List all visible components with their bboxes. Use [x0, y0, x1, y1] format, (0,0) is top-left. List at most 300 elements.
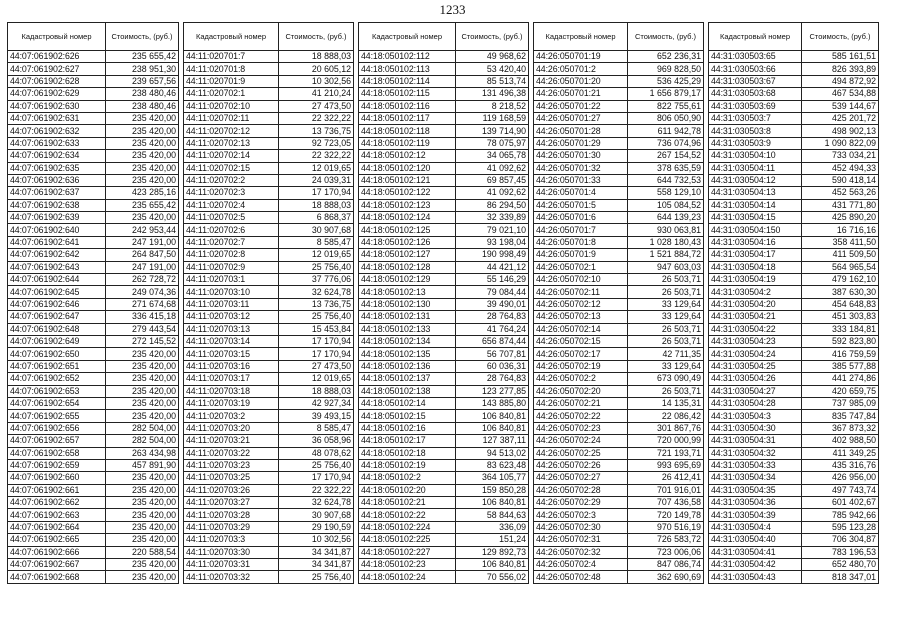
cadastral-number-cell: 44:18:050102:130 — [359, 298, 456, 310]
table-row — [184, 410, 354, 422]
cost-cell: 701 916,01 — [628, 484, 704, 496]
cost-cell: 28 764,83 — [456, 373, 529, 385]
cadastral-number-cell: 44:26:050701:2 — [534, 63, 628, 75]
cost-cell: 441 274,86 — [802, 373, 879, 385]
cadastral-number-cell: 44:31:030504:27 — [709, 385, 802, 397]
table-row — [709, 137, 879, 149]
table-row — [359, 360, 529, 372]
cadastral-number-cell: 44:18:050102:121 — [359, 174, 456, 186]
cadastral-number-cell: 44:26:050702:15 — [534, 335, 628, 347]
cost-cell: 378 635,59 — [628, 162, 704, 174]
cadastral-number-cell: 44:18:050102:21 — [359, 497, 456, 509]
table-row — [359, 75, 529, 87]
cost-cell: 12 019,65 — [279, 249, 354, 261]
cadastral-number-cell: 44:31:030504:3 — [709, 410, 802, 422]
cadastral-number-cell: 44:31:030504:36 — [709, 497, 802, 509]
cost-cell: 24 039,31 — [279, 174, 354, 186]
cadastral-number-cell: 44:18:050102:13 — [359, 286, 456, 298]
cadastral-number-cell: 44:26:050701:30 — [534, 150, 628, 162]
cost-cell: 151,24 — [456, 534, 529, 546]
cadastral-number-cell: 44:31:030503:7 — [709, 112, 802, 124]
cost-cell: 644 732,53 — [628, 174, 704, 186]
table-row — [534, 385, 704, 397]
cadastral-number-cell: 44:31:030504:10 — [709, 150, 802, 162]
table-row — [359, 410, 529, 422]
cadastral-number-cell: 44:11:020703:32 — [184, 571, 279, 583]
cost-cell: 106 840,81 — [456, 410, 529, 422]
cadastral-number-cell: 44:07:061902:650 — [8, 348, 106, 360]
cost-cell: 595 123,28 — [802, 521, 879, 533]
table-row — [184, 484, 354, 496]
table-row — [184, 199, 354, 211]
cadastral-number-cell: 44:26:050702:11 — [534, 286, 628, 298]
table-row — [709, 150, 879, 162]
cost-cell: 673 090,49 — [628, 373, 704, 385]
cadastral-number-cell: 44:07:061902:631 — [8, 112, 106, 124]
table-row — [709, 174, 879, 186]
cost-cell: 564 965,54 — [802, 261, 879, 273]
table-row — [534, 497, 704, 509]
cadastral-number-cell: 44:31:030504:17 — [709, 249, 802, 261]
table-row — [8, 137, 179, 149]
cost-cell: 452 494,33 — [802, 162, 879, 174]
cadastral-number-cell: 44:26:050702:20 — [534, 385, 628, 397]
cost-cell: 707 436,58 — [628, 497, 704, 509]
cadastral-number-cell: 44:07:061902:645 — [8, 286, 106, 298]
cost-cell: 6 868,37 — [279, 212, 354, 224]
cost-cell: 235 420,00 — [106, 212, 179, 224]
cadastral-number-cell: 44:18:050102:12 — [359, 150, 456, 162]
cost-cell: 41 764,24 — [456, 323, 529, 335]
table-row — [534, 261, 704, 273]
table-row — [709, 348, 879, 360]
cost-cell: 70 556,02 — [456, 571, 529, 583]
cadastral-number-cell: 44:07:061902:641 — [8, 236, 106, 248]
table-row — [184, 125, 354, 137]
cost-cell: 127 387,11 — [456, 435, 529, 447]
cadastral-number-cell: 44:11:020703:14 — [184, 335, 279, 347]
cost-cell: 720 149,78 — [628, 509, 704, 521]
cadastral-number-cell: 44:31:030504:43 — [709, 571, 802, 583]
table-row — [184, 360, 354, 372]
table-row — [534, 422, 704, 434]
cost-cell: 36 058,96 — [279, 435, 354, 447]
cadastral-number-cell: 44:07:061902:658 — [8, 447, 106, 459]
table-row — [534, 546, 704, 558]
table-row — [534, 571, 704, 583]
cadastral-number-cell: 44:26:050702:26 — [534, 459, 628, 471]
cadastral-number-cell: 44:26:050701:22 — [534, 100, 628, 112]
cost-cell: 720 000,99 — [628, 435, 704, 447]
table-row — [709, 534, 879, 546]
cadastral-number-cell: 44:31:030504:42 — [709, 559, 802, 571]
cost-cell: 271 674,68 — [106, 298, 179, 310]
cost-cell: 264 847,50 — [106, 249, 179, 261]
table-row — [709, 373, 879, 385]
table-row — [8, 187, 179, 199]
table-header-row — [184, 23, 354, 51]
cadastral-number-cell: 44:07:061902:661 — [8, 484, 106, 496]
table-row — [184, 422, 354, 434]
cadastral-number-cell: 44:07:061902:663 — [8, 509, 106, 521]
table-row — [359, 174, 529, 186]
cost-cell: 249 074,36 — [106, 286, 179, 298]
cost-cell: 13 736,75 — [279, 125, 354, 137]
cost-cell: 364 105,77 — [456, 472, 529, 484]
cost-cell: 644 139,23 — [628, 212, 704, 224]
cadastral-table-2 — [183, 22, 354, 584]
cost-cell: 85 513,74 — [456, 75, 529, 87]
cadastral-number-cell: 44:11:020703:12 — [184, 311, 279, 323]
cadastral-number-cell: 44:11:020702:4 — [184, 199, 279, 211]
table-row — [8, 447, 179, 459]
cost-cell: 235 420,00 — [106, 360, 179, 372]
table-row — [8, 100, 179, 112]
table-row — [534, 348, 704, 360]
cadastral-number-cell: 44:11:020702:13 — [184, 137, 279, 149]
table-row — [709, 199, 879, 211]
cadastral-number-cell: 44:26:050701:4 — [534, 187, 628, 199]
cost-cell: 1 028 180,43 — [628, 236, 704, 248]
cadastral-number-cell: 44:31:030504:12 — [709, 174, 802, 186]
table-row — [184, 112, 354, 124]
cost-cell: 592 823,80 — [802, 335, 879, 347]
cadastral-number-cell: 44:26:050701:6 — [534, 212, 628, 224]
cost-cell: 263 434,98 — [106, 447, 179, 459]
table-row — [359, 150, 529, 162]
table-row — [709, 497, 879, 509]
cadastral-number-cell: 44:07:061902:643 — [8, 261, 106, 273]
table-row — [534, 311, 704, 323]
cadastral-number-cell: 44:07:061902:626 — [8, 51, 106, 63]
cost-cell: 22 322,22 — [279, 150, 354, 162]
cost-cell: 235 655,42 — [106, 51, 179, 63]
table-row — [359, 137, 529, 149]
table-row — [8, 298, 179, 310]
cadastral-number-cell: 44:26:050702:22 — [534, 410, 628, 422]
table-row — [709, 509, 879, 521]
table-row — [184, 137, 354, 149]
cost-cell: 235 420,00 — [106, 472, 179, 484]
cadastral-number-cell: 44:11:020703:31 — [184, 559, 279, 571]
cost-cell: 55 146,29 — [456, 274, 529, 286]
cost-cell: 262 728,72 — [106, 274, 179, 286]
cost-cell: 17 170,94 — [279, 187, 354, 199]
table-row — [359, 559, 529, 571]
table-row — [8, 51, 179, 63]
cost-cell: 431 771,80 — [802, 199, 879, 211]
cost-cell: 26 503,71 — [628, 286, 704, 298]
cost-cell: 22 322,22 — [279, 112, 354, 124]
table-row — [8, 112, 179, 124]
cost-cell: 785 942,66 — [802, 509, 879, 521]
cadastral-number-cell: 44:11:020703:13 — [184, 323, 279, 335]
table-row — [184, 100, 354, 112]
table-row — [709, 286, 879, 298]
table-row — [534, 88, 704, 100]
cost-cell: 238 480,46 — [106, 88, 179, 100]
cadastral-number-cell: 44:18:050102:120 — [359, 162, 456, 174]
cadastral-number-cell: 44:18:050102:136 — [359, 360, 456, 372]
cadastral-number-cell: 44:31:030504:20 — [709, 298, 802, 310]
cadastral-number-cell: 44:11:020702:14 — [184, 150, 279, 162]
table-row — [8, 546, 179, 558]
table-header-row — [534, 23, 704, 51]
cost-cell: 25 756,40 — [279, 261, 354, 273]
cost-cell: 238 480,46 — [106, 100, 179, 112]
cadastral-number-cell: 44:11:020703:21 — [184, 435, 279, 447]
cadastral-number-cell: 44:11:020703:3 — [184, 534, 279, 546]
cost-cell: 1 656 879,17 — [628, 88, 704, 100]
cost-cell: 33 129,64 — [628, 360, 704, 372]
table-row — [184, 212, 354, 224]
cadastral-number-cell: 44:07:061902:651 — [8, 360, 106, 372]
cost-cell: 733 034,21 — [802, 150, 879, 162]
cadastral-number-cell: 44:07:061902:639 — [8, 212, 106, 224]
table-row — [359, 286, 529, 298]
table-header-row — [709, 23, 879, 51]
table-row — [8, 422, 179, 434]
cost-cell: 22 086,42 — [628, 410, 704, 422]
table-row — [359, 509, 529, 521]
table-row — [8, 199, 179, 211]
cadastral-number-cell: 44:31:030503:66 — [709, 63, 802, 75]
table-row — [359, 88, 529, 100]
cadastral-number-cell: 44:26:050702:14 — [534, 323, 628, 335]
cost-cell: 26 503,71 — [628, 385, 704, 397]
table-header-row — [8, 23, 179, 51]
cost-cell: 10 302,56 — [279, 534, 354, 546]
table-row — [184, 224, 354, 236]
cost-cell: 652 480,70 — [802, 559, 879, 571]
cost-cell: 847 086,74 — [628, 559, 704, 571]
table-row — [359, 459, 529, 471]
cadastral-number-cell: 44:11:020702:12 — [184, 125, 279, 137]
cost-cell: 420 659,75 — [802, 385, 879, 397]
cost-cell: 411 349,25 — [802, 447, 879, 459]
cost-cell: 37 776,06 — [279, 274, 354, 286]
cost-cell: 58 844,63 — [456, 509, 529, 521]
cadastral-number-cell: 44:11:020703:1 — [184, 274, 279, 286]
table-row — [709, 521, 879, 533]
table-row — [534, 323, 704, 335]
cost-cell: 26 503,71 — [628, 274, 704, 286]
table-row — [8, 249, 179, 261]
cost-cell: 235 420,00 — [106, 112, 179, 124]
cost-cell: 822 755,61 — [628, 100, 704, 112]
table-row — [534, 459, 704, 471]
cadastral-number-cell: 44:07:061902:638 — [8, 199, 106, 211]
cadastral-number-cell: 44:18:050102:119 — [359, 137, 456, 149]
table-row — [359, 212, 529, 224]
cost-cell: 737 985,09 — [802, 397, 879, 409]
cost-cell: 94 513,02 — [456, 447, 529, 459]
cadastral-number-cell: 44:18:050102:135 — [359, 348, 456, 360]
table-row — [534, 335, 704, 347]
cost-cell: 56 707,81 — [456, 348, 529, 360]
table-row — [534, 212, 704, 224]
cadastral-number-cell: 44:18:050102:16 — [359, 422, 456, 434]
cadastral-number-cell: 44:26:050701:29 — [534, 137, 628, 149]
cost-cell: 585 161,51 — [802, 51, 879, 63]
cadastral-number-cell: 44:26:050702:27 — [534, 472, 628, 484]
table-row — [184, 323, 354, 335]
cadastral-number-cell: 44:11:020703:28 — [184, 509, 279, 521]
table-row — [534, 100, 704, 112]
cadastral-number-cell: 44:31:030504:30 — [709, 422, 802, 434]
cadastral-number-cell: 44:11:020703:16 — [184, 360, 279, 372]
cost-cell: 39 493,15 — [279, 410, 354, 422]
table-row — [8, 212, 179, 224]
table-row — [8, 472, 179, 484]
table-row — [709, 162, 879, 174]
table-row — [709, 236, 879, 248]
cost-header: Стоимость, (руб.) — [628, 23, 704, 51]
cadastral-number-cell: 44:18:050102:14 — [359, 397, 456, 409]
cost-cell: 18 888,03 — [279, 199, 354, 211]
table-row — [534, 51, 704, 63]
cost-cell: 34 341,87 — [279, 546, 354, 558]
table-row — [359, 125, 529, 137]
cadastral-number-cell: 44:18:050102:125 — [359, 224, 456, 236]
cost-cell: 721 193,71 — [628, 447, 704, 459]
table-row — [8, 162, 179, 174]
cadastral-number-cell: 44:07:061902:646 — [8, 298, 106, 310]
cadastral-number-cell: 44:07:061902:665 — [8, 534, 106, 546]
cost-cell: 336,09 — [456, 521, 529, 533]
cadastral-number-cell: 44:11:020703:23 — [184, 459, 279, 471]
cost-cell: 411 509,50 — [802, 249, 879, 261]
cadastral-number-cell: 44:18:050102:133 — [359, 323, 456, 335]
cost-cell: 367 873,32 — [802, 422, 879, 434]
table-row — [709, 100, 879, 112]
table-row — [8, 274, 179, 286]
table-row — [8, 286, 179, 298]
cadastral-number-header: Кадастровый номер — [184, 23, 279, 51]
cadastral-number-cell: 44:31:030503:68 — [709, 88, 802, 100]
cost-cell: 358 411,50 — [802, 236, 879, 248]
table-row — [184, 75, 354, 87]
cadastral-number-cell: 44:11:020703:17 — [184, 373, 279, 385]
cost-cell: 8 218,52 — [456, 100, 529, 112]
cadastral-number-cell: 44:07:061902:630 — [8, 100, 106, 112]
cadastral-number-cell: 44:11:020701:9 — [184, 75, 279, 87]
cost-cell: 235 420,00 — [106, 397, 179, 409]
cost-cell: 425 201,72 — [802, 112, 879, 124]
cadastral-number-cell: 44:11:020703:22 — [184, 447, 279, 459]
cost-cell: 590 418,14 — [802, 174, 879, 186]
cost-cell: 235 420,00 — [106, 348, 179, 360]
cadastral-number-cell: 44:31:030504:150 — [709, 224, 802, 236]
table-row — [184, 335, 354, 347]
cadastral-number-cell: 44:11:020702:6 — [184, 224, 279, 236]
cost-cell: 336 415,18 — [106, 311, 179, 323]
cadastral-number-cell: 44:07:061902:659 — [8, 459, 106, 471]
table-row — [184, 174, 354, 186]
cadastral-number-cell: 44:11:020702:2 — [184, 174, 279, 186]
table-row — [359, 348, 529, 360]
cost-cell: 1 090 822,09 — [802, 137, 879, 149]
cadastral-number-cell: 44:31:030504:18 — [709, 261, 802, 273]
cost-cell: 119 168,59 — [456, 112, 529, 124]
cost-cell: 235 420,00 — [106, 410, 179, 422]
cadastral-number-cell: 44:11:020703:15 — [184, 348, 279, 360]
cadastral-table-3 — [358, 22, 529, 584]
cost-cell: 8 585,47 — [279, 422, 354, 434]
cost-cell: 301 867,76 — [628, 422, 704, 434]
cost-cell: 25 756,40 — [279, 571, 354, 583]
cost-cell: 190 998,49 — [456, 249, 529, 261]
page-number: 1233 — [439, 2, 466, 17]
table-row — [184, 546, 354, 558]
cost-cell: 29 190,59 — [279, 521, 354, 533]
cadastral-number-cell: 44:18:050102:20 — [359, 484, 456, 496]
table-row — [709, 63, 879, 75]
cadastral-number-cell: 44:11:020703:11 — [184, 298, 279, 310]
cadastral-number-cell: 44:31:030504:14 — [709, 199, 802, 211]
table-row — [184, 88, 354, 100]
table-row — [359, 335, 529, 347]
table-row — [709, 187, 879, 199]
table-row — [534, 162, 704, 174]
cadastral-number-cell: 44:31:030504:35 — [709, 484, 802, 496]
cost-cell: 457 891,90 — [106, 459, 179, 471]
cost-cell: 536 425,29 — [628, 75, 704, 87]
cost-cell: 26 412,41 — [628, 472, 704, 484]
table-row — [709, 360, 879, 372]
cost-header: Стоимость, (руб.) — [456, 23, 529, 51]
cost-cell: 235 420,00 — [106, 174, 179, 186]
cadastral-number-cell: 44:31:030504:24 — [709, 348, 802, 360]
cost-cell: 282 504,00 — [106, 422, 179, 434]
cost-cell: 247 191,00 — [106, 236, 179, 248]
table-row — [534, 150, 704, 162]
cadastral-number-cell: 44:18:050102:224 — [359, 521, 456, 533]
cadastral-number-cell: 44:07:061902:648 — [8, 323, 106, 335]
cadastral-number-cell: 44:26:050702:30 — [534, 521, 628, 533]
table-row — [184, 150, 354, 162]
table-row — [8, 435, 179, 447]
cadastral-table-5 — [708, 22, 879, 584]
table-row — [8, 125, 179, 137]
cost-cell: 601 402,67 — [802, 497, 879, 509]
table-row — [709, 224, 879, 236]
cadastral-number-header: Кадастровый номер — [8, 23, 106, 51]
cost-cell: 272 145,52 — [106, 335, 179, 347]
cadastral-number-cell: 44:07:061902:633 — [8, 137, 106, 149]
table-row — [709, 571, 879, 583]
table-row — [359, 373, 529, 385]
cost-cell: 435 316,76 — [802, 459, 879, 471]
cadastral-number-cell: 44:11:020701:7 — [184, 51, 279, 63]
table-row — [709, 249, 879, 261]
cadastral-number-cell: 44:31:030504:2 — [709, 286, 802, 298]
table-header-row — [359, 23, 529, 51]
cost-cell: 238 951,30 — [106, 63, 179, 75]
table-row — [709, 212, 879, 224]
cost-cell: 15 453,84 — [279, 323, 354, 335]
table-row — [184, 571, 354, 583]
cost-cell: 426 956,00 — [802, 472, 879, 484]
cadastral-number-cell: 44:11:020702:3 — [184, 187, 279, 199]
cost-cell: 652 236,31 — [628, 51, 704, 63]
table-row — [184, 348, 354, 360]
table-row — [534, 484, 704, 496]
table-row — [709, 559, 879, 571]
cost-cell: 362 690,69 — [628, 571, 704, 583]
table-row — [709, 274, 879, 286]
cadastral-number-cell: 44:11:020702:7 — [184, 236, 279, 248]
